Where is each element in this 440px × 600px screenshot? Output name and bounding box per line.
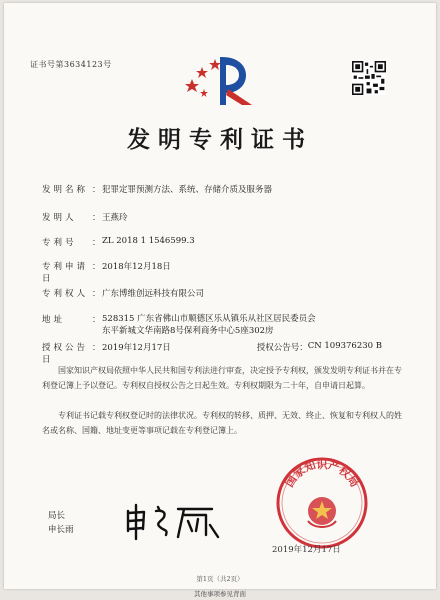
patentee-value: 广东博维创远科技有限公司 — [102, 289, 205, 299]
patentee-row: 专利权人 ： 广东博维创远科技有限公司 — [42, 289, 205, 299]
address-value — [102, 313, 402, 337]
grant-pub-number-value: CN 109376230 B — [307, 341, 382, 351]
invention-name-value: 犯罪定罪预测方法、系统、存储介质及服务器 — [102, 185, 273, 195]
seal-date: 2019年12月17日 — [272, 545, 341, 555]
grant-pub-number-label: 授权公告号 — [256, 343, 300, 353]
inventor-value: 王燕玲 — [102, 213, 128, 223]
handwritten-signature — [122, 501, 232, 541]
inventor-label: 发明人 — [42, 213, 77, 223]
certificate-title: 发明专利证书 — [127, 126, 313, 153]
address-line-1: 528315 广东省佛山市顺德区乐从镇乐从社区居民委员会 — [102, 314, 316, 324]
back-side-note: 其他事项参见背面 — [194, 590, 246, 598]
filing-date-row: 专利申请日 ： 2018年12月18日 — [42, 262, 171, 284]
address-line-2: 东平新城文华南路8号保利商务中心5座302房 — [102, 326, 274, 336]
legal-status-paragraph: 专利证书记载专利权登记时的法律状况。专利权的转移、质押、无效、终止、恢复和专利权人的姓名或名称、国籍、地址变更等事项记载在专利登记簿上。 — [42, 411, 402, 435]
grant-date-value: 2019年12月17日 — [102, 343, 171, 353]
grant-date-label: 授权公告日 — [42, 343, 89, 365]
grant-date-row: 授权公告日 ： 2019年12月17日 授权公告号 ： CN 109376230 B — [42, 341, 382, 365]
address-label: 地址 — [42, 315, 66, 325]
certificate-number: 证书号第3634123号 — [30, 60, 112, 69]
qr-code-icon — [352, 61, 386, 95]
patent-number-label: 专利号 — [42, 238, 77, 248]
invention-name-row: 发明名称 ： 犯罪定罪预测方法、系统、存储介质及服务器 — [42, 185, 273, 195]
official-seal — [274, 455, 370, 551]
patent-number-value: ZL 2018 1 1546599.3 — [102, 236, 195, 246]
address-row: 地址 ： 528315 广东省佛山市顺德区乐从镇乐从社区居民委员会 东平新城文华南路8号保利商务中心5座302房 — [42, 313, 402, 337]
inventor-row: 发明人 ： 王燕玲 — [42, 213, 128, 223]
patent-number-row: 专利号 ： ZL 2018 1 1546599.3 — [42, 236, 195, 248]
filing-date-value: 2018年12月18日 — [102, 262, 171, 272]
svg-text:国家知识产权局 — [282, 457, 361, 489]
patent-office-emblem-icon — [182, 49, 262, 107]
patentee-label: 专利权人 — [42, 289, 89, 299]
page-indicator: 第1页（共2页） — [196, 575, 244, 583]
grant-statement-paragraph: 国家知识产权局依照中华人民共和国专利法进行审查，决定授予专利权，颁发发明专利证书并在专利登记簿上予以登记。专利权自授权公告之日起生效。专利权期限为二十年，自申请日起算。 — [42, 366, 402, 390]
filing-date-label: 专利申请日 — [42, 262, 89, 284]
signatory-title: 局长 — [48, 511, 66, 521]
certificate-sheet — [4, 3, 436, 589]
seal-text: 国家知识产权局 — [282, 457, 362, 490]
invention-name-label: 发明名称 — [42, 185, 89, 195]
signatory-name: 申长雨 — [48, 525, 74, 535]
